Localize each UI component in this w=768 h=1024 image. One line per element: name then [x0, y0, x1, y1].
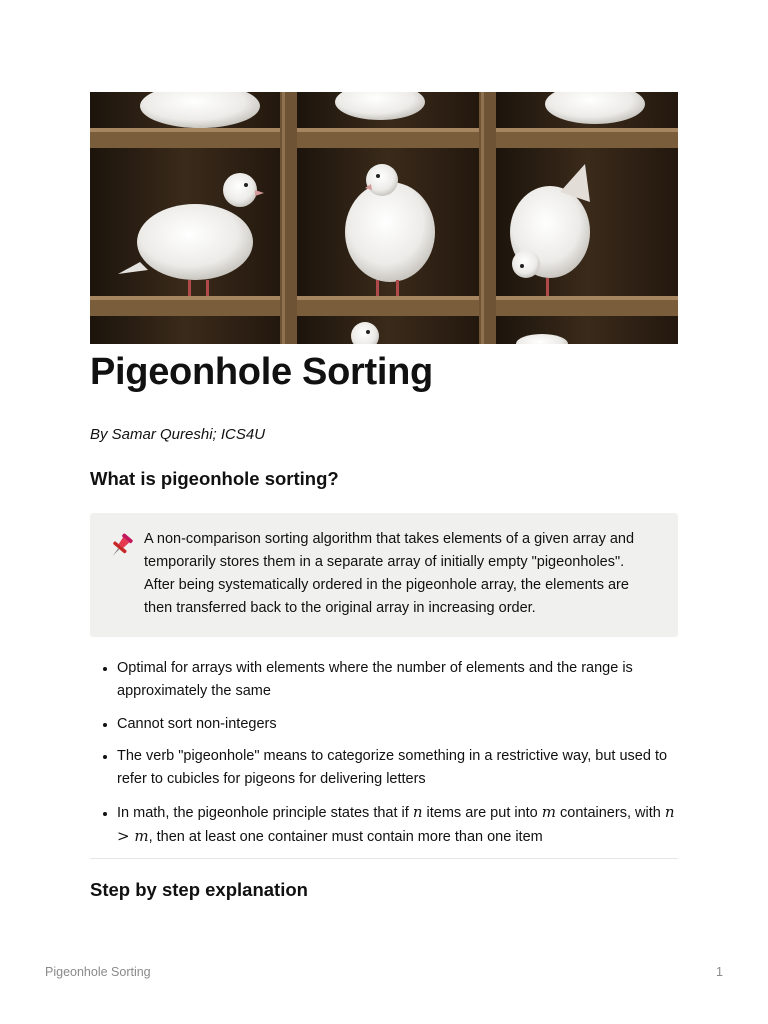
- list-item: • The verb "pigeonhole" means to categorize something in a restrictive way, but used to refer to cubicles for pigeons for delivering letters: [117, 745, 678, 791]
- math-expr-m: m: [134, 826, 149, 845]
- pushpin-icon: [106, 531, 136, 561]
- math-text: containers, with: [556, 804, 665, 821]
- footer-title: Pigeonhole Sorting: [45, 965, 151, 979]
- byline: By Samar Qureshi; ICS4U: [90, 426, 266, 443]
- math-var-m: m: [541, 802, 557, 821]
- callout-text: A non-comparison sorting algorithm that takes elements of a given array and temporarily stores them in a separate array of initially empty "pigeonholes". After being systematically ordered in the pigeonhole array, the elements are then transferred back to the original array in increasing order.: [144, 531, 635, 616]
- pigeons-in-pigeonholes-photo: [90, 92, 678, 344]
- list-item: • Optimal for arrays with elements where the number of elements and the range is approximately the same: [117, 657, 678, 703]
- math-expr-op: >: [117, 826, 135, 845]
- math-text: , then at least one container must contain more than one item: [148, 828, 543, 845]
- section-heading-step-by-step: Step by step explanation: [90, 879, 308, 900]
- divider: [90, 858, 678, 859]
- list-item-math: [117, 801, 678, 849]
- list-item: • Cannot sort non-integers: [117, 713, 678, 736]
- section-heading-what-is: What is pigeonhole sorting?: [90, 468, 339, 489]
- callout-box: [90, 513, 678, 637]
- math-var-n: n: [412, 802, 423, 821]
- cover-image: [90, 92, 678, 344]
- page-number: 1: [716, 965, 723, 979]
- bullet-list: [90, 657, 678, 849]
- page-title: Pigeonhole Sorting: [90, 351, 433, 393]
- math-text: In math, the pigeonhole principle states that if: [117, 804, 413, 821]
- document-page: [90, 92, 678, 902]
- math-expr-n: n: [664, 802, 675, 821]
- math-text: items are put into: [422, 804, 542, 821]
